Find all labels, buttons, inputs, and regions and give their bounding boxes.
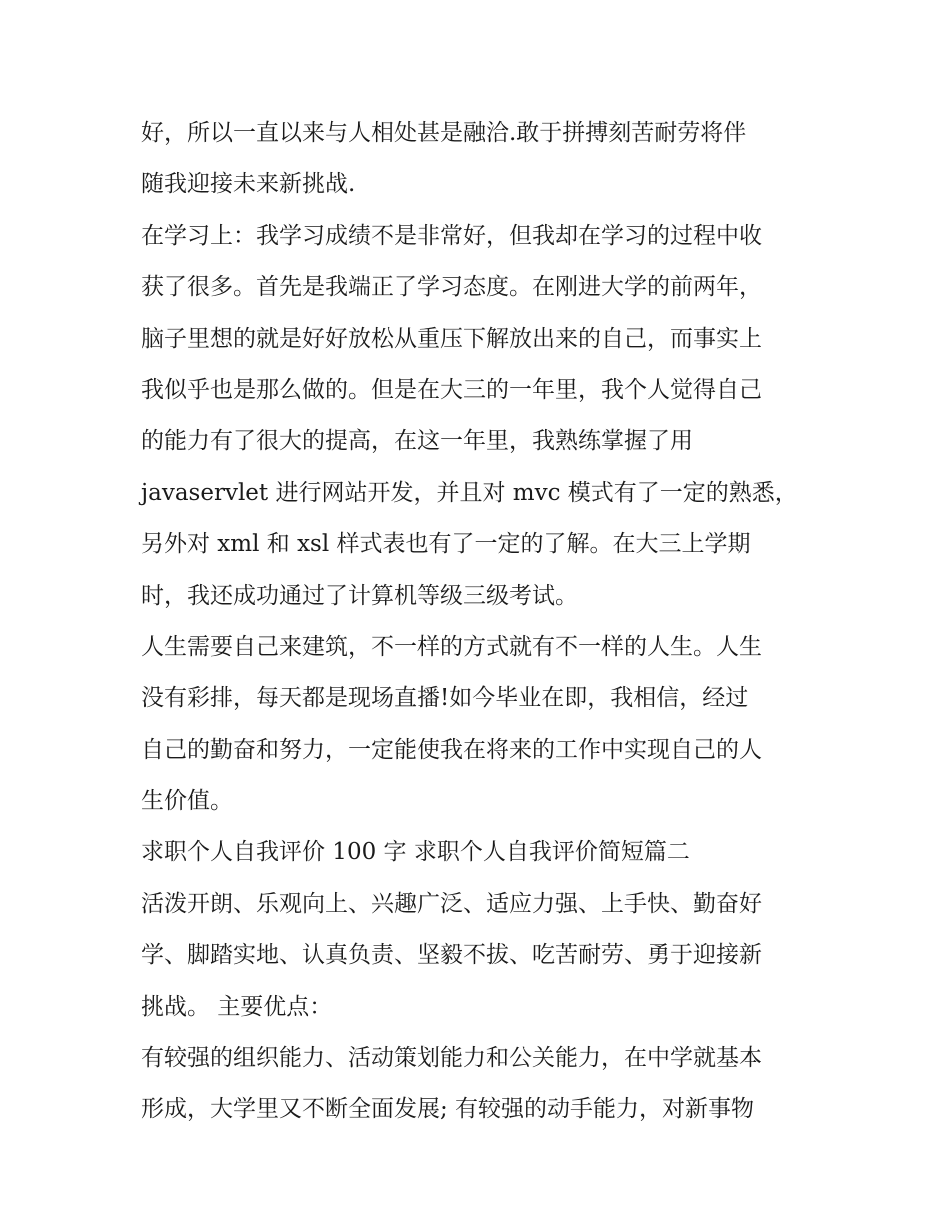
text-line: 获了很多。首先是我端正了学习态度。在刚进大学的前两年， bbox=[141, 274, 762, 301]
text-line: 另外对 xml 和 xsl 样式表也有了一定的了解。在大三上学期 bbox=[141, 531, 751, 558]
text-line: 脑子里想的就是好好放松从重压下解放出来的自己，而事实上 bbox=[141, 325, 762, 352]
text-line: 自己的勤奋和努力，一定能使我在将来的工作中实现自己的人 bbox=[141, 736, 762, 763]
text-line: 我似乎也是那么做的。但是在大三的一年里，我个人觉得自己 bbox=[141, 376, 762, 403]
section-heading: 求职个人自我评价 100 字 求职个人自我评价简短篇二 bbox=[141, 839, 690, 866]
text-line: 生价值。 bbox=[141, 788, 233, 815]
text-line: 形成，大学里又不断全面发展; 有较强的动手能力，对新事物 bbox=[141, 1096, 755, 1123]
text-line: 活泼开朗、乐观向上、兴趣广泛、适应力强、上手快、勤奋好 bbox=[141, 890, 762, 917]
text-line: javaservlet 进行网站开发，并且对 mvc 模式有了一定的熟悉， bbox=[141, 479, 798, 506]
text-line: 学、脚踏实地、认真负责、坚毅不拔、吃苦耐劳、勇于迎接新 bbox=[141, 942, 762, 969]
text-line: 时，我还成功通过了计算机等级三级考试。 bbox=[141, 582, 578, 609]
text-line: 的能力有了很大的提高，在这一年里，我熟练掌握了用 bbox=[141, 428, 693, 455]
text-line: 人生需要自己来建筑，不一样的方式就有不一样的人生。人生 bbox=[141, 633, 762, 660]
text-line: 有较强的组织能力、活动策划能力和公关能力，在中学就基本 bbox=[141, 1045, 762, 1072]
text-line: 在学习上：我学习成绩不是非常好，但我却在学习的过程中收 bbox=[141, 222, 762, 249]
text-line: 没有彩排，每天都是现场直播!如今毕业在即，我相信，经过 bbox=[141, 685, 749, 712]
document-body bbox=[141, 108, 821, 1136]
text-line: 挑战。 主要优点： bbox=[141, 993, 333, 1020]
text-line: 好，所以一直以来与人相处甚是融洽.敢于拼搏刻苦耐劳将伴 bbox=[141, 120, 747, 146]
text-line: 随我迎接未来新挑战. bbox=[141, 171, 356, 198]
